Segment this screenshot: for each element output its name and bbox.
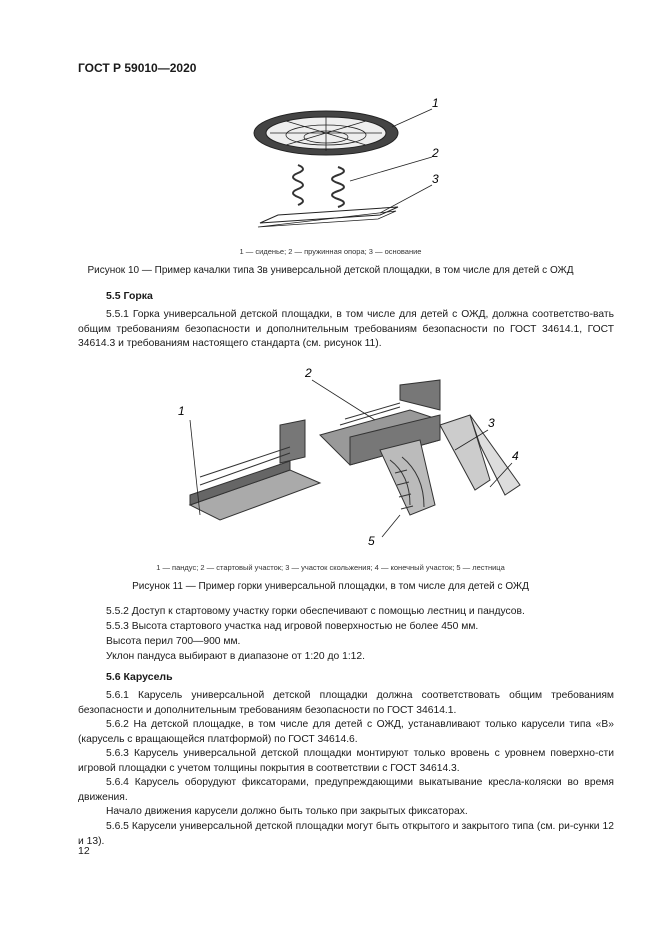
figure-11-legend: 1 — пандус; 2 — стартовый участок; 3 — участок скольжения; 4 — конечный участок; 5 — лестница	[156, 563, 505, 572]
paragraph-5-5-3: 5.5.3 Высота стартового участка над игровой поверхностью не более 450 мм.	[106, 621, 479, 632]
paragraph-5-5-1: 5.5.1 Горка универсальной детской площадки, в том числе для детей с ОЖД, должна соответство-вать общим требованиям безопасности и дополнительным требованиям безопасности по ГОСТ 34614.1, ГОСТ 34614.3 и требованиям настоящего стандарта (см. рисунок 11).	[78, 309, 614, 350]
paragraph-ramp-slope: Уклон пандуса выбирают в диапазоне от 1:20 до 1:12.	[106, 651, 365, 662]
paragraph-5-6-3: 5.6.3 Карусель универсальной детской площадки монтируют только вровень с уровнем поверхно-сти игровой площадки с учетом толщины покрытия в соответствии с ГОСТ 34614.3.	[78, 748, 614, 774]
fig11-callout-2: 2	[305, 366, 312, 380]
paragraph-5-6-1: 5.6.1 Карусель универсальной детской площадки должна соответствовать общим требованиям безопасности и дополнительным требованиям безопасности по ГОСТ 34614.1.	[78, 690, 614, 716]
paragraph-5-6-4: 5.6.4 Карусель оборудуют фиксаторами, предупреждающими выкатывание кресла-коляски во время движения.	[78, 777, 614, 803]
fig11-callout-3: 3	[488, 416, 495, 430]
figure-11-slide-drawing	[170, 365, 570, 550]
section-5-6-title: 5.6 Карусель	[106, 671, 173, 683]
section-5-5-title: 5.5 Горка	[106, 290, 153, 302]
paragraph-rail-height: Высота перил 700—900 мм.	[106, 636, 241, 647]
paragraph-5-5-2: 5.5.2 Доступ к стартовому участку горки обеспечивают с помощью лестниц и пандусов.	[106, 606, 525, 617]
fig10-callout-1: 1	[432, 96, 439, 110]
paragraph-5-6-5: 5.6.5 Карусели универсальной детской площадки могут быть открытого и закрытого типа (см. ри-сунки 12 и 13).	[78, 821, 614, 847]
figure-10-legend: 1 — сиденье; 2 — пружинная опора; 3 — основание	[239, 247, 422, 256]
fig11-callout-1: 1	[178, 404, 185, 418]
paragraph-5-6-2: 5.6.2 На детской площадке, в том числе для детей с ОЖД, устанавливают только карусели типа «В» (карусель с вращающейся платформой) по ГОСТ 34614.6.	[78, 719, 614, 745]
figure-10-rocker-drawing	[240, 95, 460, 245]
fig10-callout-2: 2	[432, 146, 439, 160]
figure-11-caption: Рисунок 11 — Пример горки универсальной площадки, в том числе для детей с ОЖД	[132, 581, 529, 592]
figure-10-caption: Рисунок 10 — Пример качалки типа 3в универсальной детской площадки, в том числе для детей с ОЖД	[87, 265, 574, 276]
page-number: 12	[78, 845, 90, 857]
fig11-callout-5: 5	[368, 534, 375, 548]
fig11-callout-4: 4	[512, 449, 519, 463]
fig10-callout-3: 3	[432, 172, 439, 186]
document-header: ГОСТ Р 59010—2020	[78, 61, 197, 75]
paragraph-5-6-4-cont: Начало движения карусели должно быть только при закрытых фиксаторах.	[106, 806, 468, 817]
